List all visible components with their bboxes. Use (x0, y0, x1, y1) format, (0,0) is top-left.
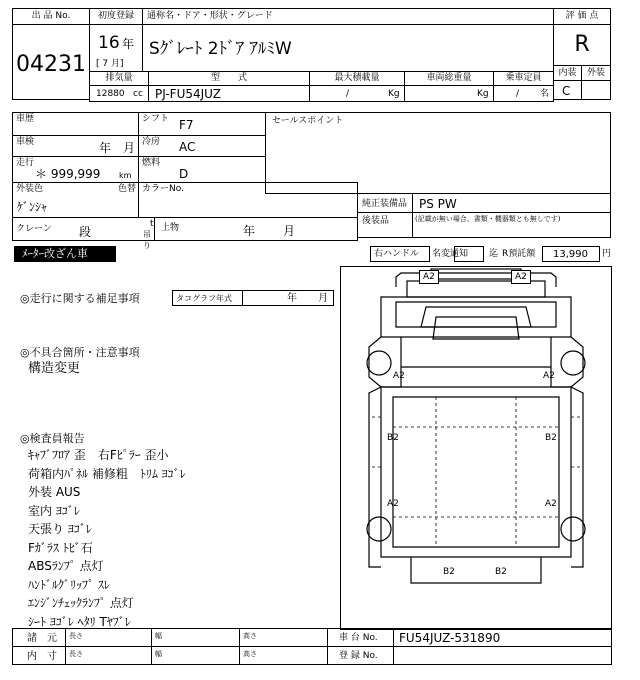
mileage-cell (12, 156, 139, 183)
color-cell (12, 182, 139, 218)
specs-label: 諸 元 (27, 633, 57, 644)
grade-cell (142, 24, 554, 72)
score-label-cell (553, 8, 611, 25)
damage-mark-body-right: B2 (545, 433, 557, 443)
exterior-score-cell (581, 80, 611, 100)
inspector-line: 荷箱内ﾊﾟﾈﾙ 補修粗 ﾄﾘﾑ ﾖｺﾞﾚ (28, 466, 186, 481)
equipment-cell (412, 193, 611, 213)
crane-hang: 吊り (143, 230, 151, 250)
first-reg-year-unit: 年 (122, 37, 135, 51)
footer-divider (151, 629, 152, 646)
tachograph-label: タコグラフ年式 (176, 294, 232, 303)
model-cell (148, 85, 310, 102)
inner-dims-label: 内 寸 (27, 651, 57, 662)
mileage-unit: km (119, 171, 132, 180)
name-change-label: 名変通知 (432, 249, 469, 259)
inspector-line: ﾊﾝﾄﾞﾙｸﾞﾘｯﾌﾟ ｽﾚ (28, 577, 110, 592)
odometer-tamper-badge (14, 246, 116, 262)
first-reg-year: 16 (98, 33, 120, 53)
shift-cell (138, 112, 266, 136)
displacement-unit: cc (133, 89, 143, 99)
model-name-label: 通称名・ドア・形状・グレード (147, 11, 273, 21)
inspector-line: 外装 AUS (28, 485, 81, 499)
inspector-line: 室内 ﾖｺﾞﾚ (28, 503, 80, 518)
odometer-tamper-text: ﾒｰﾀｰ改ざん車 (22, 247, 88, 260)
aftermarket-label-cell (357, 212, 413, 238)
recycle-amount-box (542, 246, 600, 262)
lot-number-cell (12, 24, 90, 100)
footer-divider (65, 629, 66, 646)
chassis-number: FU54JUZ-531890 (399, 631, 501, 645)
score-label: 評 価 点 (565, 11, 599, 21)
mileage-value: ＊ 999,999 (35, 167, 101, 181)
footer-divider (393, 629, 394, 646)
footer-divider (393, 647, 394, 664)
damage-mark-mid-right: A2 (543, 371, 555, 381)
history-cell (12, 112, 139, 136)
color-value: ｹﾞﾝｼｬ (17, 200, 48, 214)
max-load-cell (309, 85, 405, 102)
damage-mark-front-right: A2 (511, 270, 531, 284)
inspector-report-label: ◎検査員報告 (20, 432, 85, 445)
recycle-amount: 13,990 (553, 249, 588, 260)
damage-mark-rear-right-side: A2 (545, 499, 557, 509)
footer-divider (327, 647, 328, 664)
inspection-year: 年 (99, 141, 112, 155)
exterior-label: 外装 (586, 68, 605, 78)
inner-length-label: 長さ (69, 650, 83, 658)
max-load-label: 最大積載量 (334, 73, 380, 83)
inspector-line: ｴﾝｼﾞﾝﾁｪｯｸﾗﾝﾌﾟ 点灯 (28, 596, 134, 610)
first-reg-label-cell (89, 8, 143, 25)
inspection-month: 月 (123, 141, 136, 155)
chassis-label: 車 台 No. (339, 633, 378, 643)
specs-length-label: 長さ (69, 632, 83, 640)
gross-weight-cell (404, 85, 494, 102)
footer-divider (239, 629, 240, 646)
max-load-label-cell (309, 71, 405, 86)
color-change-label: 色替 (118, 184, 137, 194)
tachograph-box (172, 290, 334, 306)
specs-height-label: 高さ (243, 632, 257, 640)
aftermarket-label: 後装品 (362, 216, 390, 226)
damage-mark-body-left: B2 (387, 433, 399, 443)
mileage-label: 走行 (16, 158, 35, 168)
crane-cell (12, 217, 155, 250)
tachograph-divider (242, 290, 243, 306)
inspector-line: ABSﾗﾝﾌﾟ 点灯 (28, 559, 104, 573)
right-handle-box (370, 246, 430, 262)
model-name-label-cell (142, 8, 554, 25)
shift-value: F7 (179, 118, 194, 132)
color-no-label: カラーNo. (142, 184, 184, 194)
defects-label: ◎不具合箇所・注意事項 (20, 346, 140, 359)
damage-mark-front-left: A2 (419, 270, 439, 284)
lot-label: 出 品 No. (31, 11, 71, 21)
gross-weight-label-cell (404, 71, 494, 86)
upper-cell (154, 217, 358, 241)
year-cell (89, 24, 143, 72)
upper-label: 上物 (161, 223, 180, 233)
equipment-label: 純正装備品 (362, 199, 408, 209)
color-label: 外装色 (16, 184, 44, 194)
capacity-label-cell (493, 71, 554, 86)
upper-month: 月 (283, 224, 296, 238)
inspector-line: 天張り ﾖｺﾞﾚ (28, 522, 92, 536)
defects-value: 構造変更 (28, 361, 81, 376)
damage-mark-rear-left-side: A2 (387, 499, 399, 509)
upper-year: 年 (243, 224, 256, 238)
deadline-label: 迄 (489, 249, 499, 259)
equipment-value: PS PW (419, 197, 457, 211)
capacity-unit: 名 (540, 89, 550, 99)
sales-point-label: セールスポイント (272, 116, 344, 126)
right-handle-label: 右ハンドル (374, 249, 420, 259)
driving-notes-label: ◎走行に関する補足事項 (20, 292, 140, 305)
inspector-line: ｼｰﾄ ﾖｺﾞﾚ ﾍﾀﾘ Tﾔﾌﾞﾚ (28, 614, 131, 629)
footer-divider (239, 647, 240, 664)
aircon-value: AC (179, 140, 196, 154)
color-no-cell (138, 182, 358, 218)
damage-mark-rear-right: B2 (495, 567, 507, 577)
recycle-unit: 円 (602, 249, 612, 259)
displacement-label: 排気量 (105, 73, 133, 83)
crane-ton: t (150, 219, 154, 229)
capacity-value: / (516, 89, 520, 99)
interior-label: 内装 (558, 68, 577, 78)
inner-width-label: 幅 (155, 650, 162, 658)
displacement-cell (89, 85, 149, 102)
footer-inner-row (12, 646, 612, 665)
inspector-report-list (28, 446, 328, 631)
inspection-label: 車検 (16, 137, 35, 147)
interior-label-cell (553, 65, 582, 81)
inspector-line: Fｶﾞﾗｽ ﾄﾋﾞ石 (28, 540, 93, 555)
inspection-cell (12, 135, 139, 157)
shift-label: シフト (142, 114, 170, 124)
grade-text: Sｸﾞﾚｰﾄ 2ﾄﾞｱ ｱﾙﾐW (149, 39, 292, 59)
model-label-cell (148, 71, 310, 86)
exterior-label-cell (581, 65, 611, 81)
specs-width-label: 幅 (155, 632, 162, 640)
model-label: 型 式 (210, 73, 247, 83)
aftermarket-note: (記載が無い場合、書類・機器類とも無しです) (415, 215, 561, 223)
model-code: PJ-FU54JUZ (155, 87, 221, 101)
vehicle-diagram-frame (340, 266, 612, 630)
fuel-cell (138, 156, 266, 183)
max-load-value: / (346, 89, 350, 99)
footer-specs-row (12, 628, 612, 647)
aircon-label: 冷房 (142, 137, 161, 147)
first-reg-month: [ 7 月] (96, 59, 124, 69)
fuel-value: D (179, 167, 189, 181)
equipment-label-cell (357, 193, 413, 213)
max-load-unit: Kg (388, 89, 400, 99)
crane-label: クレーン (16, 224, 52, 234)
first-reg-label: 初度登録 (97, 11, 134, 21)
history-label: 車歴 (16, 114, 35, 124)
capacity-cell (493, 85, 554, 102)
name-change-box (454, 246, 484, 262)
interior-score: C (562, 84, 571, 98)
tachograph-year: 年 (287, 293, 297, 304)
gross-weight-label: 車両総重量 (426, 73, 472, 83)
score-cell (553, 24, 611, 66)
truck-diagram (341, 267, 611, 629)
capacity-label: 乗車定員 (505, 73, 542, 83)
recycle-label: R預託額 (502, 249, 536, 259)
registration-label: 登 録 No. (339, 651, 378, 661)
footer-divider (327, 629, 328, 646)
damage-mark-mid-left: A2 (393, 371, 405, 381)
inner-height-label: 高さ (243, 650, 257, 658)
lot-label-cell (12, 8, 90, 25)
fuel-label: 燃料 (142, 158, 161, 168)
score-value: R (574, 32, 590, 57)
inspector-line: ｷｬﾌﾞﾌﾛｱ 歪 右Fﾋﾟﾗｰ 歪小 (28, 448, 169, 462)
gross-weight-unit: Kg (477, 89, 489, 99)
lot-number: 04231 (16, 52, 86, 77)
crane-stage: 段 (79, 225, 92, 239)
footer-divider (65, 647, 66, 664)
displacement-label-cell (89, 71, 149, 86)
displacement-value: 12880 (96, 89, 125, 99)
interior-score-cell (553, 80, 582, 100)
footer-divider (151, 647, 152, 664)
aftermarket-cell (412, 212, 611, 238)
damage-mark-rear-left: B2 (443, 567, 455, 577)
tachograph-month: 月 (318, 293, 328, 304)
aircon-cell (138, 135, 266, 157)
